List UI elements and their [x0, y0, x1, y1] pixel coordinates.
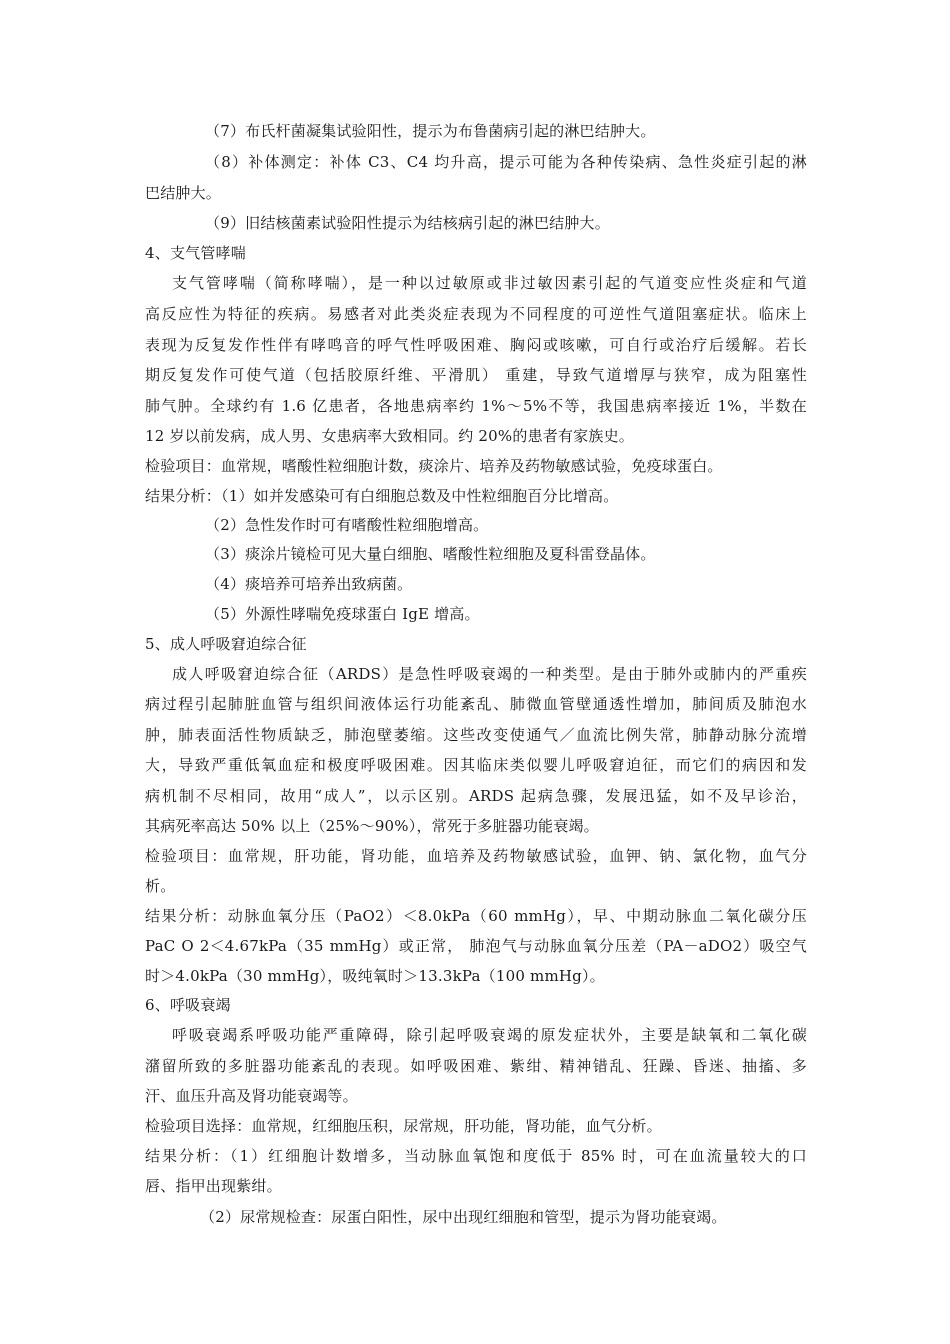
text-line: 检验项目：血常规，肝功能，肾功能，血培养及药物敏感试验，血钾、钠、氯化物，血气分 [145, 847, 807, 865]
text-line: 结果分析：（1）如并发感染可有白细胞总数及中性粒细胞百分比增高。 [145, 487, 619, 505]
text-line: （4）痰培养可培养出致病菌。 [205, 575, 413, 593]
text-line: 表现为反复发作性伴有哮鸣音的呼气性呼吸困难、胸闷或咳嗽，可自行或治疗后缓解。若长 [145, 336, 807, 354]
text-line: （7）布氏杆菌凝集试验阳性，提示为布鲁菌病引起的淋巴结肿大。 [205, 122, 656, 140]
text-line: 唇、指甲出现紫绀。 [145, 1177, 282, 1195]
text-line: （3）痰涂片镜检可见大量白细胞、嗜酸性粒细胞及夏科雷登晶体。 [205, 545, 656, 563]
text-line: 高反应性为特征的疾病。易感者对此类炎症表现为不同程度的可逆性气道阻塞症状。临床上 [145, 305, 807, 323]
text-line: 潴留所致的多脏器功能紊乱的表现。如呼吸困难、紫绀、精神错乱、狂躁、昏迷、抽搐、多 [145, 1057, 807, 1075]
section-heading: 4、支气管哮喘 [145, 244, 246, 262]
text-line: PaC O 2＜4.67kPa（35 mmHg）或正常， 肺泡气与动脉血氧分压差（PA－aDO2）吸空气 [145, 937, 807, 955]
text-line: 结果分析：动脉血氧分压（PaO2）＜8.0kPa（60 mmHg），早、中期动脉血二氧化碳分压 [145, 907, 807, 925]
text-line: （8）补体测定：补体 C3、C4 均升高，提示可能为各种传染病、急性炎症引起的淋 [205, 153, 807, 171]
section-heading: 6、呼吸衰竭 [145, 996, 231, 1014]
text-line: 结果分析：（1）红细胞计数增多，当动脉血氧饱和度低于 85% 时，可在血流量较大的口 [145, 1147, 807, 1165]
text-line: 析。 [145, 877, 176, 895]
text-line: 检验项目：血常规，嗜酸性粒细胞计数，痰涂片、培养及药物敏感试验，免疫球蛋白。 [145, 457, 723, 475]
text-line: 肺气肿。全球约有 1.6 亿患者，各地患病率约 1%～5%不等，我国患病率接近 1%，半数在 [145, 397, 807, 415]
text-line: 12 岁以前发病，成人男、女患病率大致相同。约 20%的患者有家族史。 [145, 427, 634, 445]
text-line: 期反复发作可使气道（包括胶原纤维、平滑肌） 重建，导致气道增厚与狭窄，成为阻塞性 [145, 366, 807, 384]
text-line: 大，导致严重低氧血症和极度呼吸困难。因其临床类似婴儿呼吸窘迫征，而它们的病因和发 [145, 756, 807, 774]
text-line: 时＞4.0kPa（30 mmHg），吸纯氧时＞13.3kPa（100 mmHg）。 [145, 967, 605, 985]
text-line: （5）外源性哮喘免疫球蛋白 IgE 增高。 [205, 605, 480, 623]
text-line: 成人呼吸窘迫综合征（ARDS）是急性呼吸衰竭的一种类型。是由于肺外或肺内的严重疾 [172, 665, 807, 683]
text-line: 巴结肿大。 [145, 184, 222, 202]
text-line: 肿，肺表面活性物质缺乏，肺泡壁萎缩。这些改变使通气／血流比例失常，肺静动脉分流增 [145, 726, 807, 744]
text-line: （2）急性发作时可有嗜酸性粒细胞增高。 [205, 516, 489, 534]
text-line: 检验项目选择：血常规，红细胞压积，尿常规，肝功能，肾功能，血气分析。 [145, 1117, 662, 1135]
text-line: 呼吸衰竭系呼吸功能严重障碍，除引起呼吸衰竭的原发症状外，主要是缺氧和二氧化碳 [172, 1026, 807, 1044]
text-line: 病过程引起肺脏血管与组织间液体运行功能紊乱、肺微血管壁通透性增加，肺间质及肺泡水 [145, 695, 807, 713]
text-line: （9）旧结核菌素试验阳性提示为结核病引起的淋巴结肿大。 [205, 214, 610, 232]
text-line: 其病死率高达 50% 以上（25%～90%），常死于多脏器功能衰竭。 [145, 817, 599, 835]
section-heading: 5、成人呼吸窘迫综合征 [145, 635, 307, 653]
text-line: （2）尿常规检查：尿蛋白阳性，尿中出现红细胞和管型，提示为肾功能衰竭。 [200, 1208, 727, 1226]
text-line: 病机制不尽相同，故用“成人”，以示区别。ARDS 起病急骤，发展迅猛，如不及早诊治， [145, 787, 807, 805]
text-line: 汗、血压升高及肾功能衰竭等。 [145, 1087, 358, 1105]
text-line: 支气管哮喘（简称哮喘），是一种以过敏原或非过敏因素引起的气道变应性炎症和气道 [172, 274, 807, 292]
